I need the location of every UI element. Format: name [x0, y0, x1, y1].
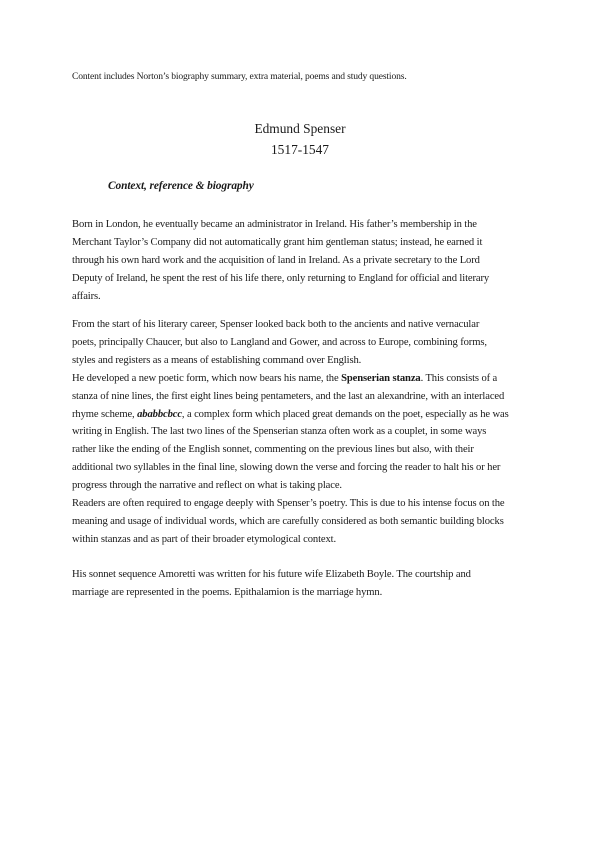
text-line: Readers are often required to engage deeply with Spenser’s poetry. This is due to his intense focus on the: [72, 498, 505, 509]
text-line: through his own hard work and the acquisition of land in Ireland. As a private secretary to the Lord: [72, 254, 480, 266]
text-line: stanza of nine lines, the first eight lines being pentameters, and the last an alexandrine, with an interlaced: [72, 390, 505, 402]
text-line: meaning and usage of individual words, which are carefully considered as both semantic building blocks: [72, 515, 504, 527]
text-line: styles and registers as a means of establishing command over English.: [72, 354, 362, 366]
keyword-rhyme-scheme: ababbcbcc: [137, 408, 182, 420]
text-line: From the start of his literary career, Spenser looked back both to the ancients and native vernacular: [72, 319, 480, 330]
text-line: His sonnet sequence Amoretti was written for his future wife Elizabeth Boyle. The courtship and: [72, 569, 471, 580]
keyword-spenserian-stanza: Spenserian stanza: [341, 372, 421, 384]
text-line: progress through the narrative and reflect on what is taking place.: [72, 480, 342, 492]
text-line: rather like the ending of the English sonnet, commenting on the previous lines but also, with their: [72, 444, 474, 456]
section-heading: Context, reference & biography: [108, 180, 254, 192]
paragraph-biography: [72, 216, 542, 306]
paragraph-readers: [72, 495, 542, 549]
text-fragment: , a complex form which placed great demands on the poet, especially as he was: [181, 408, 509, 420]
text-line: poets, principally Chaucer, but also to Langland and Gower, and across to Europe, combining forms,: [72, 336, 487, 348]
text-fragment: rhyme scheme,: [72, 408, 138, 420]
text-line: additional two syllables in the final line, slowing down the verse and forcing the reader to halt his or her: [72, 462, 501, 474]
text-line: within stanzas and as part of their broader etymological context.: [72, 533, 337, 545]
text-line: marriage are represented in the poems. Epithalamion is the marriage hymn.: [72, 586, 383, 598]
author-dates: 1517-1547: [270, 141, 330, 157]
text-line: [72, 370, 542, 388]
text-line: Deputy of Ireland, he spent the rest of his life there, only returning to England for official and literary: [72, 272, 490, 284]
text-line: Merchant Taylor’s Company did not automatically grant him gentleman status; instead, he earned it: [72, 236, 483, 248]
text-line: [72, 406, 542, 424]
intro-note: Content includes Norton’s biography summary, extra material, poems and study questions.: [72, 71, 407, 82]
paragraph-amoretti: [72, 566, 542, 602]
paragraph-literary-career: [72, 316, 542, 495]
page-title: Edmund Spenser: [254, 121, 346, 136]
text-fragment: . This consists of a: [420, 372, 498, 384]
title-block: [0, 119, 600, 160]
text-fragment: He developed a new poetic form, which now bears his name, the: [72, 372, 342, 384]
text-line: affairs.: [72, 290, 101, 302]
text-line: writing in English. The last two lines of the Spenserian stanza often work as a couplet, in some ways: [72, 426, 487, 438]
text-line: Born in London, he eventually became an administrator in Ireland. His father’s membership in the: [72, 219, 477, 230]
